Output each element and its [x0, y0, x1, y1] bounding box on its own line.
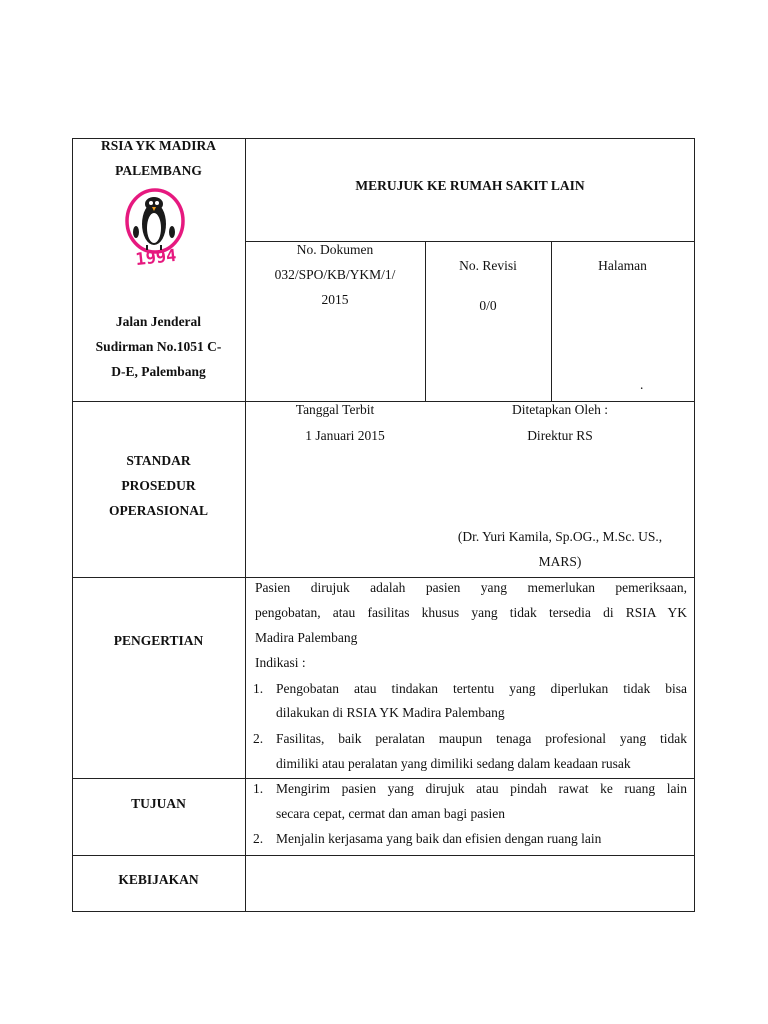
list-number: 1.	[253, 781, 264, 796]
signatory-name: MARS)	[538, 554, 582, 569]
table-border-bottom	[72, 911, 695, 912]
list-item: Menjalin kerjasama yang baik dan efisien dengan ruang lain	[276, 831, 602, 846]
halaman-label: Halaman	[598, 258, 647, 273]
sop-label: PROSEDUR	[121, 478, 196, 493]
address-line: Jalan Jenderal	[115, 314, 202, 329]
list-number: 2.	[253, 731, 264, 746]
halaman-value: .	[640, 377, 644, 392]
pengertian-label: PENGERTIAN	[113, 633, 204, 648]
tujuan-label: TUJUAN	[131, 796, 186, 811]
table-rule	[72, 855, 695, 856]
list-item: dimiliki atau peralatan yang dimiliki sedang dalam keadaan rusak	[276, 756, 631, 771]
hospital-city: PALEMBANG	[115, 163, 202, 178]
no-dokumen-value: 2015	[321, 292, 349, 307]
sop-label: OPERASIONAL	[108, 503, 208, 518]
pengertian-paragraph: Madira Palembang	[255, 630, 358, 645]
sop-label: STANDAR	[126, 453, 191, 468]
pengertian-paragraph: Pasien dirujuk adalah pasien yang memerlukan pemeriksaan,	[255, 580, 687, 595]
indikasi-label: Indikasi :	[255, 655, 306, 670]
tanggal-terbit-label: Tanggal Terbit	[295, 402, 375, 417]
list-item: Fasilitas, baik peralatan maupun tenaga profesional yang tidak	[276, 731, 687, 746]
ditetapkan-label: Ditetapkan Oleh :	[512, 402, 608, 417]
tanggal-terbit-value: 1 Januari 2015	[305, 428, 385, 443]
address-line: D-E, Palembang	[111, 364, 206, 379]
hospital-logo	[120, 188, 190, 270]
address-line: Sudirman No.1051 C-	[95, 339, 222, 354]
pengertian-paragraph: pengobatan, atau fasilitas khusus yang tidak tersedia di RSIA YK	[255, 605, 687, 620]
list-item: dilakukan di RSIA YK Madira Palembang	[276, 705, 505, 720]
list-number: 2.	[253, 831, 264, 846]
list-item: Mengirim pasien yang dirujuk atau pindah rawat ke ruang lain	[276, 781, 687, 796]
hospital-name: RSIA YK MADIRA	[100, 138, 216, 153]
list-item: secara cepat, cermat dan aman bagi pasien	[276, 806, 505, 821]
list-item: Pengobatan atau tindakan tertentu yang diperlukan tidak bisa	[276, 681, 687, 696]
list-number: 1.	[253, 681, 264, 696]
document-title: MERUJUK KE RUMAH SAKIT LAIN	[355, 178, 585, 193]
no-revisi-value: 0/0	[479, 298, 497, 313]
no-dokumen-label: No. Dokumen	[296, 242, 374, 257]
signatory-name: (Dr. Yuri Kamila, Sp.OG., M.Sc. US.,	[457, 529, 663, 544]
logo-year: 1994	[134, 245, 178, 271]
ditetapkan-role: Direktur RS	[527, 428, 593, 443]
no-dokumen-value: 032/SPO/KB/YKM/1/	[274, 267, 396, 282]
kebijakan-label: KEBIJAKAN	[118, 872, 199, 887]
no-revisi-label: No. Revisi	[459, 258, 517, 273]
